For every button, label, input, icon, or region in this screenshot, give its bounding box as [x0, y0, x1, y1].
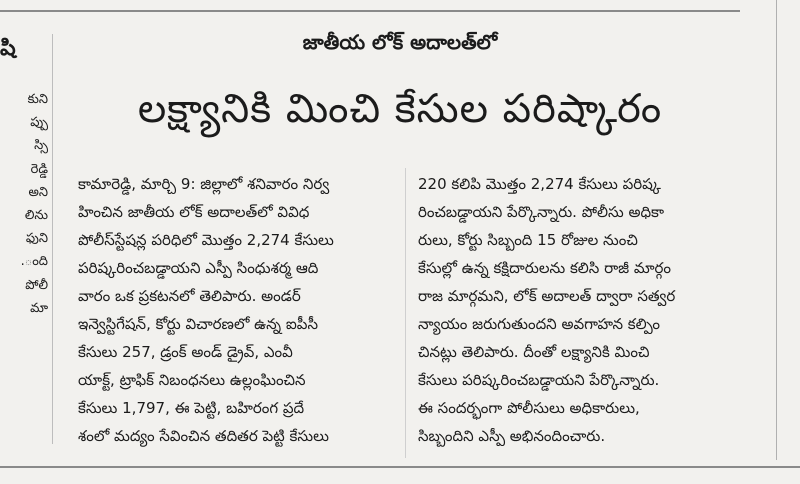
- body-line: వారం ఒక ప్రకటనలో తెలిపారు. అండర్: [78, 287, 301, 305]
- article-kicker: జాతీయ లోక్ అదాలత్‌లో: [302, 30, 498, 54]
- body-line: కామారెడ్డి, మార్చి 9: జిల్లాలో శనివారం నిర్వ: [78, 175, 330, 193]
- adjacent-line: అని: [28, 184, 48, 200]
- body-line: కేసులు 1,797, ఈ పెట్టి, బహిరంగ ప్రదే: [78, 399, 305, 417]
- body-line: ఈ సందర్భంగా పోలీసులు అధికారులు,: [418, 399, 640, 417]
- body-line: రాజ మార్గమని, లోక్ అదాలత్ ద్వారా సత్వర: [418, 287, 676, 305]
- body-line: న్యాయం జరుగుతుందని అవగాహన కల్పిం: [418, 315, 660, 333]
- article-column-2: [418, 170, 742, 450]
- column-divider: [52, 34, 53, 444]
- article-headline: లక్ష్యానికి మించి కేసుల పరిష్కారం: [137, 86, 663, 132]
- body-line: సిబ్బందిని ఎస్పీ అభినందించారు.: [418, 427, 606, 445]
- body-line: శంలో మద్యం సేవించిన తదితర పెట్టి కేసులు: [78, 427, 329, 445]
- adjacent-line: ంది.: [20, 254, 48, 270]
- adjacent-line: కుని: [27, 92, 48, 107]
- body-line: ఇన్వెస్టిగేషన్, కోర్టు విచారణలో ఉన్న ఐపీసీ: [78, 315, 318, 333]
- column-gutter: [405, 168, 406, 458]
- body-line: యాక్ట్, ట్రాఫిక్ నిబంధనలు ఉల్లంఘించిన: [78, 371, 306, 389]
- top-rule: [0, 10, 740, 12]
- adjacent-line: ఫుని: [25, 231, 48, 247]
- body-line: రించబడ్డాయని పేర్కొన్నారు. పోలీసు అధికా: [418, 203, 665, 221]
- bottom-rule: [0, 466, 800, 468]
- adjacent-article-fragment: [0, 36, 48, 320]
- body-line: కేసుల్లో ఉన్న కక్షిదారులను కలిసి రాజీ మార్గం: [418, 259, 672, 277]
- adjacent-line: పోలీ: [25, 277, 48, 293]
- body-line: పరిష్కరించబడ్డాయని ఎస్పీ సింధుశర్మ ఆది: [78, 259, 319, 277]
- adjacent-line: స్సి: [34, 138, 48, 154]
- adjacent-line: లిను: [24, 208, 48, 224]
- body-line: 220 కలిపి మొత్తం 2,274 కేసులు పరిష్క: [418, 175, 661, 193]
- body-line: హించిన జాతీయ లోక్ అదాలత్‌లో వివిధ: [78, 203, 310, 221]
- adjacent-line: రెడ్డి: [30, 161, 48, 177]
- body-line: కేసులు పరిష్కరించబడ్డాయని పేర్కొన్నారు.: [418, 371, 660, 389]
- adjacent-line: ప్పు: [30, 115, 48, 131]
- body-line: పోలీస్‌స్టేషన్ల పరిధిలో మొత్తం 2,274 కేసులు: [78, 231, 334, 249]
- body-line: కేసులు 257, డ్రంక్ అండ్ డ్రైవ్, ఎంవీ: [78, 343, 293, 361]
- adjacent-line: మా: [30, 300, 48, 316]
- right-edge-rule: [776, 0, 777, 460]
- adjacent-article-heading: షి: [0, 36, 16, 61]
- body-line: చినట్లు తెలిపారు. దీంతో లక్ష్యానికి మించి: [418, 343, 650, 361]
- article-column-1: [78, 170, 402, 450]
- body-line: రులు, కోర్టు సిబ్బంది 15 రోజుల నుంచి: [418, 231, 638, 249]
